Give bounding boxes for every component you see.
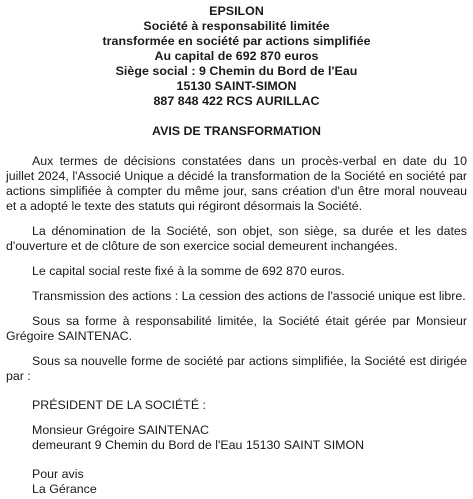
company-name: EPSILON <box>209 4 264 18</box>
paragraph-capital: Le capital social reste fixé à la somme de 692 870 euros. <box>32 264 345 278</box>
president-address: demeurant 9 Chemin du Bord de l'Eau 15130 SAINT SIMON <box>32 438 365 452</box>
president-name: Monsieur Grégoire SAINTENAC <box>32 423 209 437</box>
registration-line: 887 848 422 RCS AURILLAC <box>153 94 320 108</box>
capital-line: Au capital de 692 870 euros <box>154 49 319 63</box>
paragraph-decision: Aux termes de décisions constatées dans un procès-verbal en date du 10 juillet 2024, l'Associé Unique a décidé la transformation de la Société en société par actions simplifiée à compter du même jour, sans création d'un être moral nouveau et a adopté le texte des statuts qui régiront désormais la Société. <box>6 154 467 213</box>
closing-line-2: La Gérance <box>32 482 97 496</box>
notice-header <box>6 4 467 109</box>
address-line-2: 15130 SAINT-SIMON <box>176 79 297 93</box>
address-line-1: Siège social : 9 Chemin du Bord de l'Eau <box>115 64 358 78</box>
legal-form: Société à responsabilité limitée <box>143 19 330 33</box>
transformation-line: transformée en société par actions simplifiée <box>102 34 371 48</box>
president-block <box>6 423 467 453</box>
paragraph-unchanged: La dénomination de la Société, son objet, son siège, sa durée et les dates d'ouverture et de clôture de son exercice social demeurent inchangées. <box>6 224 467 253</box>
paragraph-transmission: Transmission des actions : La cession des actions de l'associé unique est libre. <box>32 289 466 303</box>
president-heading: PRÉSIDENT DE LA SOCIÉTÉ : <box>32 398 206 412</box>
president-heading-block <box>6 398 467 413</box>
notice-title: AVIS DE TRANSFORMATION <box>152 124 321 138</box>
paragraph-former-management: Sous sa forme à responsabilité limitée, la Société était gérée par Monsieur Grégoire SAINTENAC. <box>6 314 467 343</box>
closing-block <box>6 467 467 497</box>
paragraph-new-management: Sous sa nouvelle forme de société par actions simplifiée, la Société est dirigée par : <box>6 354 467 383</box>
closing-line-1: Pour avis <box>32 467 84 481</box>
